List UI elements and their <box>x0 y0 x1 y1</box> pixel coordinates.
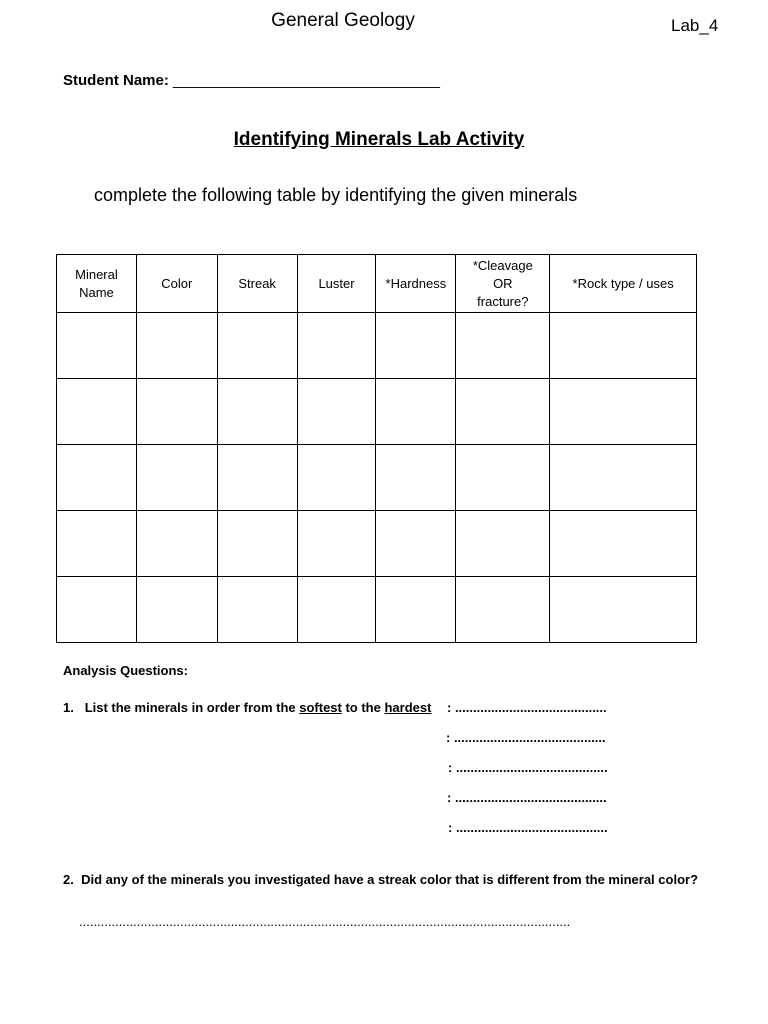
answer-line[interactable]: : .......................................... <box>446 730 606 745</box>
table-cell[interactable] <box>217 379 297 445</box>
minerals-table <box>56 254 697 643</box>
table-cell[interactable] <box>57 511 137 577</box>
header-line: fracture? <box>477 293 529 309</box>
table-cell[interactable] <box>136 511 217 577</box>
answer-line[interactable]: : .......................................... <box>447 790 607 805</box>
table-cell[interactable] <box>297 313 376 379</box>
table-row <box>57 313 697 379</box>
table-cell[interactable] <box>550 577 697 643</box>
header-color <box>136 255 217 313</box>
table-cell[interactable] <box>376 511 456 577</box>
table-cell[interactable] <box>376 379 456 445</box>
table-cell[interactable] <box>456 313 550 379</box>
table-cell[interactable] <box>57 379 137 445</box>
table-cell[interactable] <box>136 379 217 445</box>
table-cell[interactable] <box>136 577 217 643</box>
keyword-hardest: hardest <box>384 700 432 715</box>
header-line: Color <box>161 275 193 291</box>
table-cell[interactable] <box>456 511 550 577</box>
question-number: 2. <box>63 872 74 887</box>
answer-line[interactable]: ........................................................................................................................................ <box>79 914 571 929</box>
header-line: *Rock type / uses <box>572 275 674 291</box>
table-cell[interactable] <box>297 379 376 445</box>
table-cell[interactable] <box>376 577 456 643</box>
table-cell[interactable] <box>57 577 137 643</box>
question-text-middle: to the <box>341 700 385 715</box>
header-line: Name <box>79 284 114 300</box>
table-header-row <box>57 255 697 313</box>
header-line: *Cleavage <box>472 257 533 273</box>
table-cell[interactable] <box>217 511 297 577</box>
activity-title: Identifying Minerals Lab Activity <box>233 129 525 150</box>
answer-line[interactable]: : .......................................... <box>448 820 608 835</box>
header-line: Luster <box>318 275 355 291</box>
table-cell[interactable] <box>136 445 217 511</box>
activity-instruction: complete the following table by identifying the given minerals <box>94 185 578 205</box>
answer-line[interactable]: : .......................................... <box>447 700 607 715</box>
lab-code: Lab_4 <box>671 16 719 35</box>
table-cell[interactable] <box>550 511 697 577</box>
student-name-line[interactable]: ________________________________ <box>173 72 440 89</box>
question-text-before: List the minerals in order from the <box>84 700 300 715</box>
header-line: OR <box>493 275 513 291</box>
student-name-field[interactable] <box>63 72 440 89</box>
analysis-heading: Analysis Questions: <box>63 663 188 678</box>
header-luster <box>297 255 376 313</box>
table-cell[interactable] <box>217 313 297 379</box>
table-row <box>57 445 697 511</box>
table-cell[interactable] <box>297 445 376 511</box>
table-cell[interactable] <box>550 379 697 445</box>
table-cell[interactable] <box>456 577 550 643</box>
header-hardness <box>376 255 456 313</box>
header-rock-type-uses <box>550 255 697 313</box>
table-cell[interactable] <box>456 379 550 445</box>
table-row <box>57 577 697 643</box>
table-cell[interactable] <box>376 313 456 379</box>
header-line: Streak <box>238 275 276 291</box>
table-cell[interactable] <box>456 445 550 511</box>
keyword-softest: softest <box>299 700 342 715</box>
table-row <box>57 511 697 577</box>
table-cell[interactable] <box>136 313 217 379</box>
table-row <box>57 379 697 445</box>
answer-line[interactable]: : .......................................... <box>448 760 608 775</box>
table-cell[interactable] <box>550 445 697 511</box>
table-cell[interactable] <box>217 445 297 511</box>
header-title: General Geology <box>271 10 415 31</box>
header-line: *Hardness <box>385 275 447 291</box>
table-cell[interactable] <box>57 313 137 379</box>
student-name-label: Student Name: <box>63 72 169 89</box>
table-cell[interactable] <box>217 577 297 643</box>
question-number: 1. <box>63 700 74 715</box>
header-mineral-name <box>57 255 137 313</box>
question-2 <box>63 872 698 887</box>
table-cell[interactable] <box>376 445 456 511</box>
table-cell[interactable] <box>57 445 137 511</box>
header-cleavage-or-fracture <box>456 255 550 313</box>
table-cell[interactable] <box>550 313 697 379</box>
question-text: Did any of the minerals you investigated have a streak color that is different from the mineral color? <box>81 872 699 887</box>
table-cell[interactable] <box>297 577 376 643</box>
question-1 <box>63 700 431 715</box>
table-cell[interactable] <box>297 511 376 577</box>
header-streak <box>217 255 297 313</box>
header-line: Mineral <box>75 266 118 282</box>
